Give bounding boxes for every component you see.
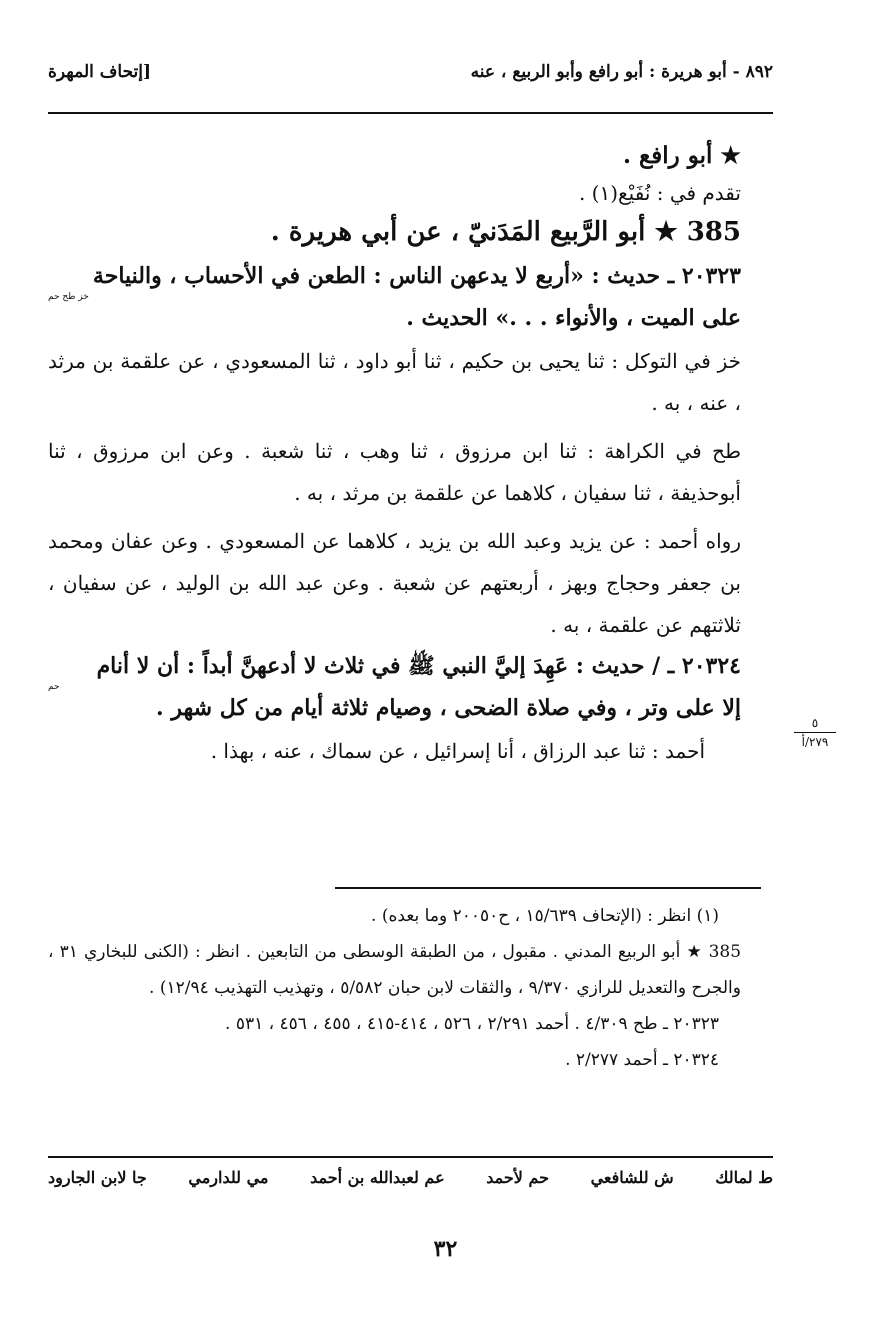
folio-divider <box>794 732 836 733</box>
abbreviation-legend <box>48 1168 773 1187</box>
hadith-20324-line1: ٢٠٣٢٤ ـ / حديث : عَهِدَ إليَّ النبي ﷺ في ثلاث لا أدعهنَّ أبداً : أن لا أنام <box>96 653 741 679</box>
legend-item: مي للدارمي <box>188 1168 269 1187</box>
isnad-paragraph: طح في الكراهة : ثنا ابن مرزوق ، ثنا وهب ، ثنا شعبة . وعن ابن مرزوق ، ثنا أبوحذيفة ، ثنا سفيان ، كلاهما عن علقمة بن مرثد ، به . <box>48 439 741 505</box>
hadith-20323-line1: ٢٠٣٢٣ ـ حديث : «أربع لا يدعهن الناس : الطعن في الأحساب ، والنياحة <box>92 263 741 289</box>
isnad-paragraph: خز في التوكل : ثنا يحيى بن حكيم ، ثنا أبو داود ، ثنا المسعودي ، عن علقمة بن مرثد ، عنه ، به . <box>48 349 741 415</box>
cross-reference: تقدم في : نُفَيْع(١) . <box>578 181 741 205</box>
hadith-20323-symbols: خز طح حم <box>48 292 89 302</box>
reference-20324: ٢٠٣٢٤ ـ أحمد ٢/٢٧٧ . <box>565 1050 719 1070</box>
legend-item: حم لأحمد <box>486 1168 549 1187</box>
legend-item: جا لابن الجارود <box>48 1168 147 1187</box>
reference-20323: ٢٠٣٢٣ ـ طح ٤/٣٠٩ . أحمد ٢/٢٩١ ، ٥٢٦ ، ٤١٤-٤١٥ ، ٤٥٥ ، ٤٥٦ ، ٥٣١ . <box>225 1014 719 1034</box>
footnotes <box>48 898 741 1078</box>
page-number: ٣٢ <box>433 1236 458 1262</box>
footnote-1: (١) انظر : (الإتحاف ١٥/٦٣٩ ، ح٢٠٠٥٠ وما بعده) . <box>371 906 719 926</box>
footnote-rule <box>335 887 761 889</box>
hadith-20323-line2: على الميت ، والأنواء . . .» الحديث . <box>406 305 741 331</box>
hadith-20324-symbols: حم <box>48 682 60 692</box>
legend-item: عم لعبدالله بن أحمد <box>310 1168 445 1187</box>
manuscript-folio-note <box>790 716 840 749</box>
narrator-heading-385: 385 ★ أبو الرَّبيع المَدَنيّ ، عن أبي هريرة . <box>270 217 741 247</box>
running-header <box>48 62 773 82</box>
legend-item: ط لمالك <box>715 1168 773 1187</box>
narrator-heading: ★ أبو رافع . <box>622 142 741 169</box>
hadith-20324 <box>48 650 741 724</box>
header-title: ٨٩٢ - أبو هريرة : أبو رافع وأبو الربيع ، عنه <box>470 62 773 82</box>
main-text <box>48 128 741 772</box>
isnad-paragraph: أحمد : ثنا عبد الرزاق ، أنا إسرائيل ، عن سماك ، عنه ، بهذا . <box>210 739 705 763</box>
footnote-385: 385 ★ أبو الربيع المدني . مقبول ، من الطبقة الوسطى من التابعين . انظر : (الكنى للبخاري ٣١ ، والجرح والتعديل للرازي ٩/٣٧٠ ، والثقات لابن حبان ٥/٥٨٢ ، وتهذيب التهذيب ١٢/٩٤) . <box>48 942 742 998</box>
folio-bottom: ٢٧٩/أ <box>801 735 829 749</box>
legend-rule <box>48 1156 773 1158</box>
legend-item: ش للشافعي <box>590 1168 674 1187</box>
hadith-20324-line2: إلا على وتر ، وفي صلاة الضحى ، وصيام ثلاثة أيام من كل شهر . <box>156 695 741 721</box>
header-book-name: [إتحاف المهرة <box>48 62 152 82</box>
header-rule <box>48 112 773 114</box>
folio-top: ٥ <box>811 716 819 730</box>
hadith-20323 <box>48 260 741 334</box>
isnad-paragraph: رواه أحمد : عن يزيد وعبد الله بن يزيد ، كلاهما عن المسعودي . وعن عفان ومحمد بن جعفر وحجاج وبهز ، أربعتهم عن شعبة . وعن عبد الله بن الوليد ، عن سفيان ، ثلاثتهم عن علقمة ، به . <box>48 529 741 637</box>
